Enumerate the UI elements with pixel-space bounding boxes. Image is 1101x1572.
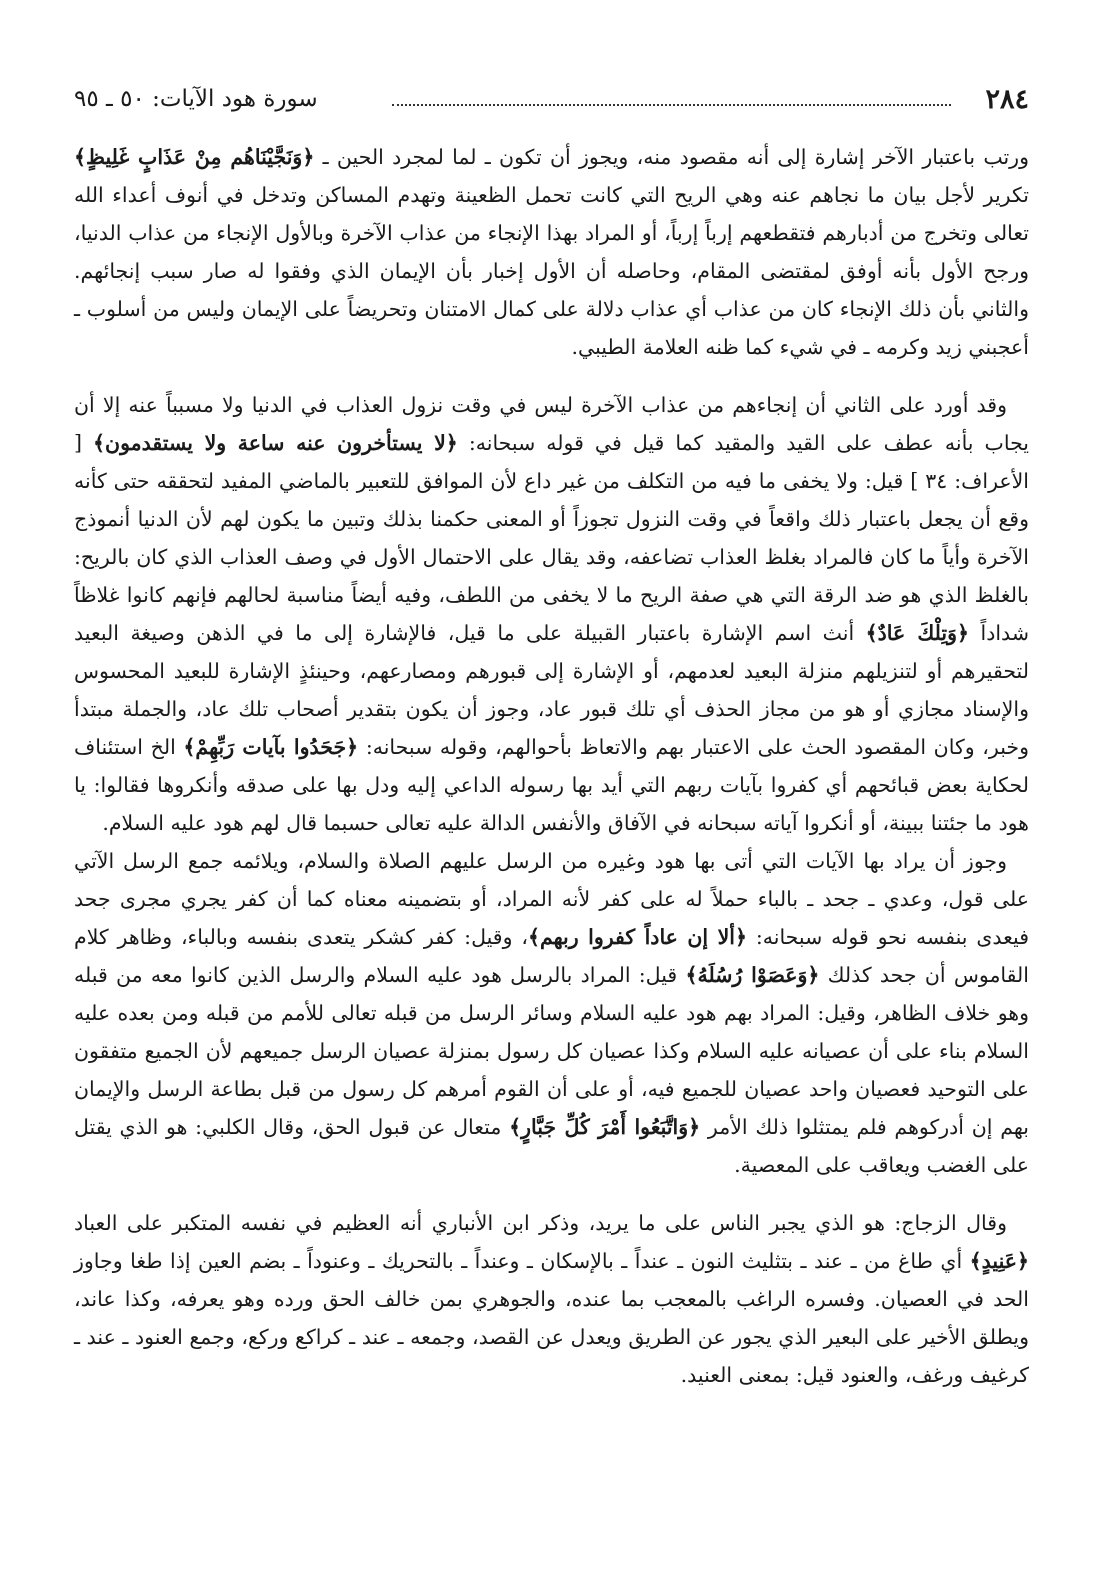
running-header xyxy=(74,84,1029,118)
quran-verse: ﴿وَاتَّبَعُوا أَمْرَ كُلِّ جَبَّارٍ﴾ xyxy=(509,1115,701,1139)
quran-verse: ﴿ألا إن عاداً كفروا ربهم﴾ xyxy=(527,925,747,949)
page-number: ٢٨٤ xyxy=(985,84,1029,115)
paragraph-text: وجوز أن يراد بها الآيات التي أتى بها هود وغيره من الرسل عليهم الصلاة والسلام، ويلائمه جمع الرسل الآتي على قول، وعدي ـ جحد ـ بالباء حملاً له على كفر لأنه المراد، أو بتضمينه معناه كما أن كفر يجري مجرى جحد فيعدى بنفسه نحو قوله سبحانه: xyxy=(74,849,1030,949)
paragraph-text: أي طاغ من ـ عند ـ بتثليث النون ـ عنداً ـ بالإسكان ـ وعنداً ـ بالتحريك ـ وعنوداً ـ بضم العين إذا طغا وجاوز الحد في العصيان. وفسره الراغب بالمعجب بما عنده، والجوهري بمن خالف الحق ورده وهو يعرفه، وكذا عاند، ويطلق الأخير على البعير الذي يجور عن الطريق ويعدل عن القصد، وجمعه ـ عند ـ كراكع وركع، وجمع العنود ـ عند ـ كرغيف ورغف، والعنود قيل: بمعنى العنيد. xyxy=(74,1249,1029,1387)
quran-verse: ﴿وَتِلْكَ عَادٌ﴾ xyxy=(865,621,970,645)
paragraph-text: متعال عن قبول الحق، وقال الكلبي: هو الذي يقتل على الغضب ويعاقب على المعصية. xyxy=(74,1115,1029,1177)
document-page xyxy=(74,84,1029,1394)
header-title: سورة هود الآيات: ٥٠ ـ ٩٥ xyxy=(74,86,318,112)
paragraph-text: [ الأعراف: ٣٤ ] قيل: ولا يخفى ما فيه من التكلف من غير داع لأن الموافق للتعبير بالماضي المفيد لتحققه حتى كأنه وقع أن يجعل باعتبار ذلك واقعاً في وقت النزول تجوزاً أو المعنى حكمنا بذلك وتبين ما يكون لهم لأن الدنيا أنموذج الآخرة وأياً ما كان فالمراد بغلظ العذاب تضاعفه، وقد يقال على الاحتمال الأول في وصف العذاب الذي كان بالريح: بالغلظ الذي هو ضد الرقة التي هي صفة الريح ما لا يخفى من اللطف، وفيه أيضاً مناسبة لحالهم فإنهم كانوا غلاظاً شداداً xyxy=(74,431,1029,645)
paragraph-text: ، وقيل: كفر كشكر يتعدى بنفسه وبالباء، وظاهر كلام القاموس أن جحد كذلك xyxy=(74,925,1029,987)
quran-verse: ﴿وَعَصَوْا رُسُلَهُ﴾ xyxy=(685,963,820,987)
quran-verse: ﴿لا يستأخرون عنه ساعة ولا يستقدمون﴾ xyxy=(93,431,458,455)
paragraph xyxy=(74,138,1029,366)
body-text xyxy=(74,138,1029,1394)
paragraph xyxy=(74,842,1029,1184)
paragraph-text: وقال الزجاج: هو الذي يجبر الناس على ما يريد، وذكر ابن الأنباري أنه العظيم في نفسه المتكبر على العباد xyxy=(74,1211,1007,1235)
quran-verse: ﴿جَحَدُوا بآيات رَبِّهِمْ﴾ xyxy=(183,735,359,759)
paragraph xyxy=(74,386,1029,842)
paragraph-text: قيل: المراد بالرسل هود عليه السلام والرسل الذين كانوا معه من قبله وهو خلاف الظاهر، وقيل: المراد بهم هود عليه السلام وسائر الرسل من قبله تعالى للأمم من قبله ومن بعده عليه السلام بناء على أن عصيانه عليه السلام وكذا عصيان كل رسول بمنزلة عصيان الرسل جميعهم لأن الجميع متفقون على التوحيد فعصيان واحد عصيان للجميع فيه، أو على أن القوم أمرهم كل رسول من قبل بطاعة الرسل والإيمان بهم إن أدركوهم فلم يمتثلوا ذلك الأمر xyxy=(74,963,1029,1139)
paragraph-text: وقد أورد على الثاني أن إنجاءهم من عذاب الآخرة ليس في وقت نزول العذاب في الدنيا ولا مسبباً عنه إلا أن يجاب بأنه عطف على القيد والمقيد كما قيل في قوله سبحانه: xyxy=(74,393,1030,455)
paragraph-text: أنث اسم الإشارة باعتبار القبيلة على ما قيل، فالإشارة إلى ما في الذهن وصيغة البعيد لتحقيرهم أو لتنزيلهم منزلة البعيد لعدمهم، أو الإشارة إلى قبورهم ومصارعهم، وحينئذٍ الإشارة للبعيد المحسوس والإسناد مجازي أو هو من مجاز الحذف أي تلك قبور عاد، وجوز أن يكون بتقدير أصحاب تلك عاد، والجملة مبتدأ وخبر، وكان المقصود الحث على الاعتبار بهم والاتعاظ بأحوالهم، وقوله سبحانه: xyxy=(74,621,1029,759)
quran-verse: ﴿وَنَجَّيْنَاهُم مِنْ عَذَابٍ غَلِيظٍ﴾ xyxy=(74,145,315,169)
paragraph-text: ورتب باعتبار الآخر إشارة إلى أنه مقصود منه، ويجوز أن تكون ـ لما لمجرد الحين ـ xyxy=(314,145,1029,169)
header-dotted-leader xyxy=(392,104,951,106)
paragraph xyxy=(74,1204,1029,1394)
paragraph-text: تكرير لأجل بيان ما نجاهم عنه وهي الريح التي كانت تحمل الظعينة وتهدم المساكن وتدخل في أنوف أعداء الله تعالى وتخرج من أدبارهم فتقطعهم إرباً إرباً، أو المراد بهذا الإنجاء من عذاب الآخرة وبالأول الإنجاء من عذاب الدنيا، ورجح الأول بأنه أوفق لمقتضى المقام، وحاصله أن الأول إخبار بأن الإيمان الذي وفقوا له صار سبب إنجائهم. والثاني بأن ذلك الإنجاء كان من عذاب أي عذاب دلالة على كمال الامتنان وتحريضاً على الإيمان وليس من أسلوب ـ أعجبني زيد وكرمه ـ في شيء كما ظنه العلامة الطيبي. xyxy=(74,183,1029,359)
paragraph-text: الخ استئناف لحكاية بعض قبائحهم أي كفروا بآيات ربهم التي أيد بها رسوله الداعي إليه ودل بها على صدقه وأنكروها فقالوا: يا هود ما جئتنا ببينة، أو أنكروا آياته سبحانه في الآفاق والأنفس الدالة عليه تعالى حسبما قال لهم هود عليه السلام. xyxy=(74,735,1029,835)
quran-verse: ﴿عَنِيدٍ﴾ xyxy=(969,1249,1029,1273)
